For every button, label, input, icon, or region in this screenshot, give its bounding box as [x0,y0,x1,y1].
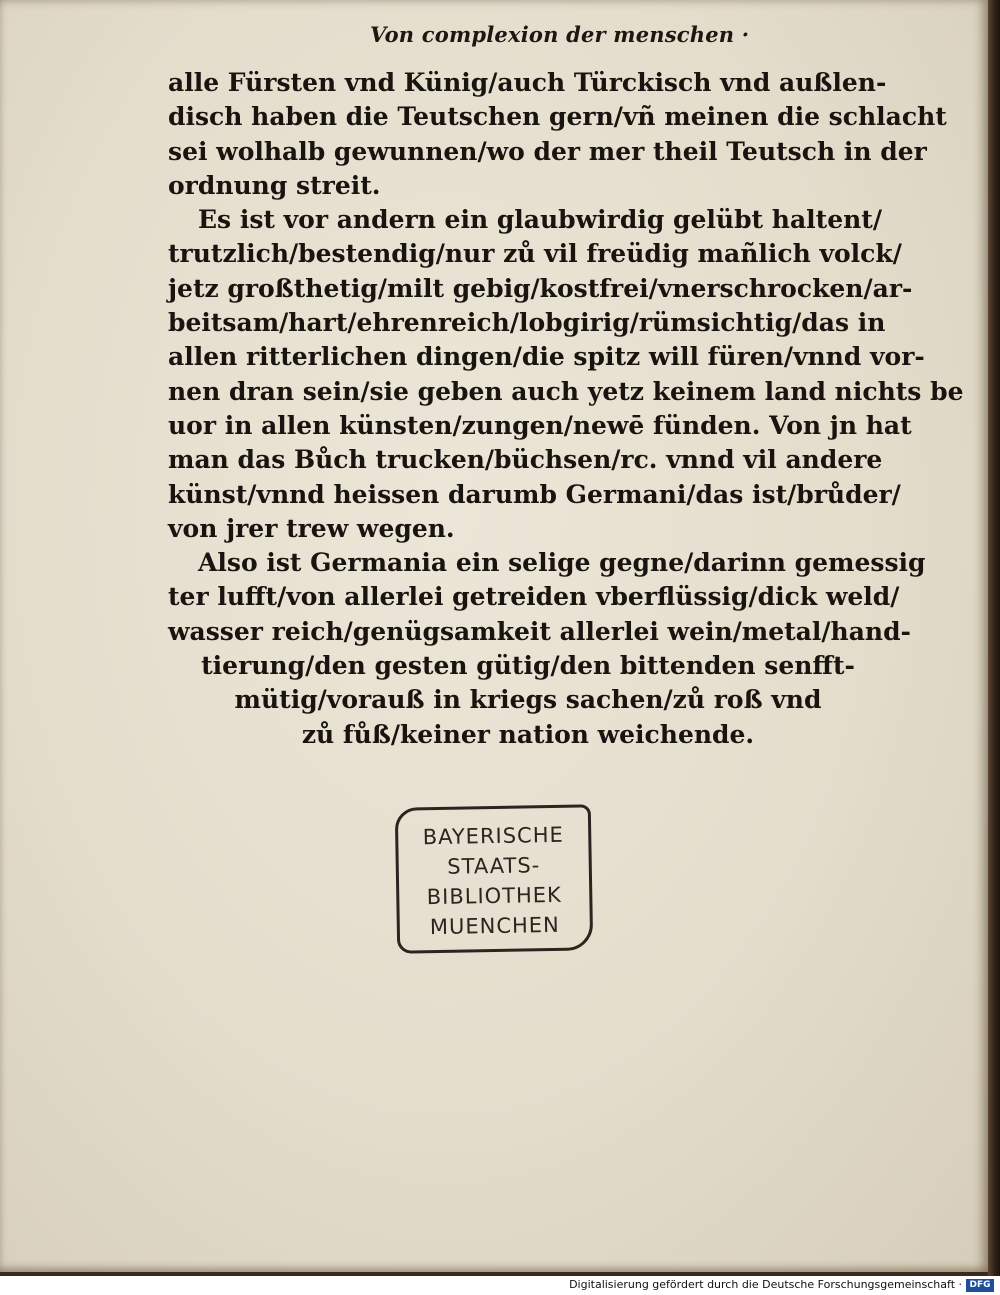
text-line: tierung/den gesten gütig/den bittenden senfft- [201,651,855,681]
text-line: Es ist vor andern ein glaubwirdig gelübt haltent/ [198,205,882,235]
dfg-logo: DFG [966,1279,994,1292]
library-stamp [395,804,594,953]
text-line: ordnung streit. [168,170,381,200]
text-line: uor in allen künsten/zungen/newē fünden. Von jn hat [168,410,912,440]
body-text [168,66,964,752]
footer-bar [0,1276,1000,1295]
stamp-line: BIBLIOTHEK [426,882,563,910]
stamp-line: MUENCHEN [429,912,560,940]
text-line: jetz großthetig/milt gebig/kostfrei/vnerschrocken/ar- [168,273,913,303]
text-line: trutzlich/bestendig/nur zů vil freüdig mañlich volck/ [168,239,902,269]
text-line: beitsam/hart/ehrenreich/lobgirig/rümsichtig/das in [168,308,886,338]
text-line: ter lufft/von allerlei getreiden vberflüssig/dick weld/ [168,582,900,612]
text-line: mütig/vorauß in kriegs sachen/zů roß vnd [234,685,822,715]
text-line: disch haben die Teutschen gern/vñ meinen die schlacht [168,102,947,132]
text-line: von jrer trew wegen. [168,513,455,543]
text-line: künst/vnnd heissen darumb Germani/das ist/brůder/ [168,479,901,509]
text-line: Also ist Germania ein selige gegne/darinn gemessig [198,548,926,578]
text-line: zů fůß/keiner nation weichende. [301,719,755,749]
running-header: Von complexion der menschen · [370,22,750,47]
stamp-line: BAYERISCHE [422,822,564,850]
text-line: nen dran sein/sie geben auch yetz keinem land nichts be [168,376,964,406]
text-line: alle Fürsten vnd Künig/auch Türckisch vnd außlen- [168,68,887,97]
funding-credit: Digitalisierung gefördert durch die Deutsche Forschungsgemeinschaft · [569,1278,962,1291]
text-line: allen ritterlichen dingen/die spitz will füren/vnnd vor- [168,342,925,372]
book-edge [988,0,1000,1276]
text-line: man das Bůch trucken/büchsen/rc. vnnd vil andere [168,445,883,475]
text-line: sei wolhalb gewunnen/wo der mer theil Teutsch in der [168,136,927,166]
stamp-line: STAATS- [447,853,541,879]
text-line: wasser reich/genügsamkeit allerlei wein/metal/hand- [168,616,911,646]
